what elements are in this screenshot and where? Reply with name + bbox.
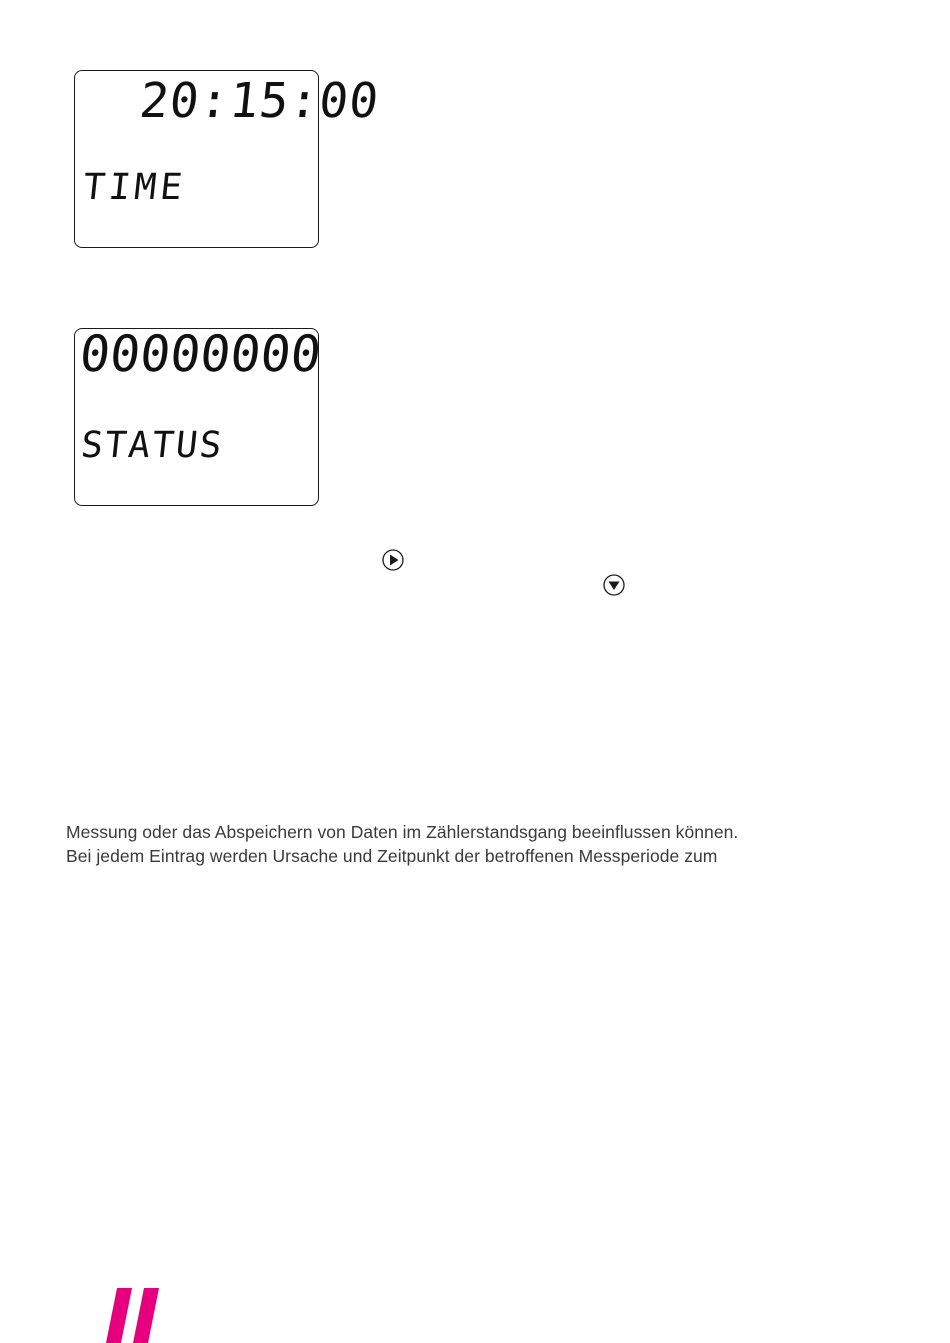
- lcd-display-time: [74, 70, 383, 248]
- lcd-status-label: STATUS: [79, 425, 226, 466]
- arrow-down-circle-icon: [603, 574, 625, 596]
- lcd-time-value: 20:15:00: [137, 73, 383, 129]
- paragraph-line-2: Bei jedem Eintrag werden Ursache und Zeitpunkt der betroffenen Messperiode zum: [66, 846, 718, 866]
- lcd-time-label: TIME: [81, 167, 189, 208]
- paragraph-line-1: Messung oder das Abspeichern von Daten im Zählerstandsgang beeinflussen können.: [66, 822, 739, 842]
- brand-slash-logo: [104, 1288, 164, 1343]
- lcd-display-status: [74, 325, 324, 506]
- lcd-status-value: 00000000: [77, 325, 324, 383]
- play-right-circle-icon: [382, 549, 404, 571]
